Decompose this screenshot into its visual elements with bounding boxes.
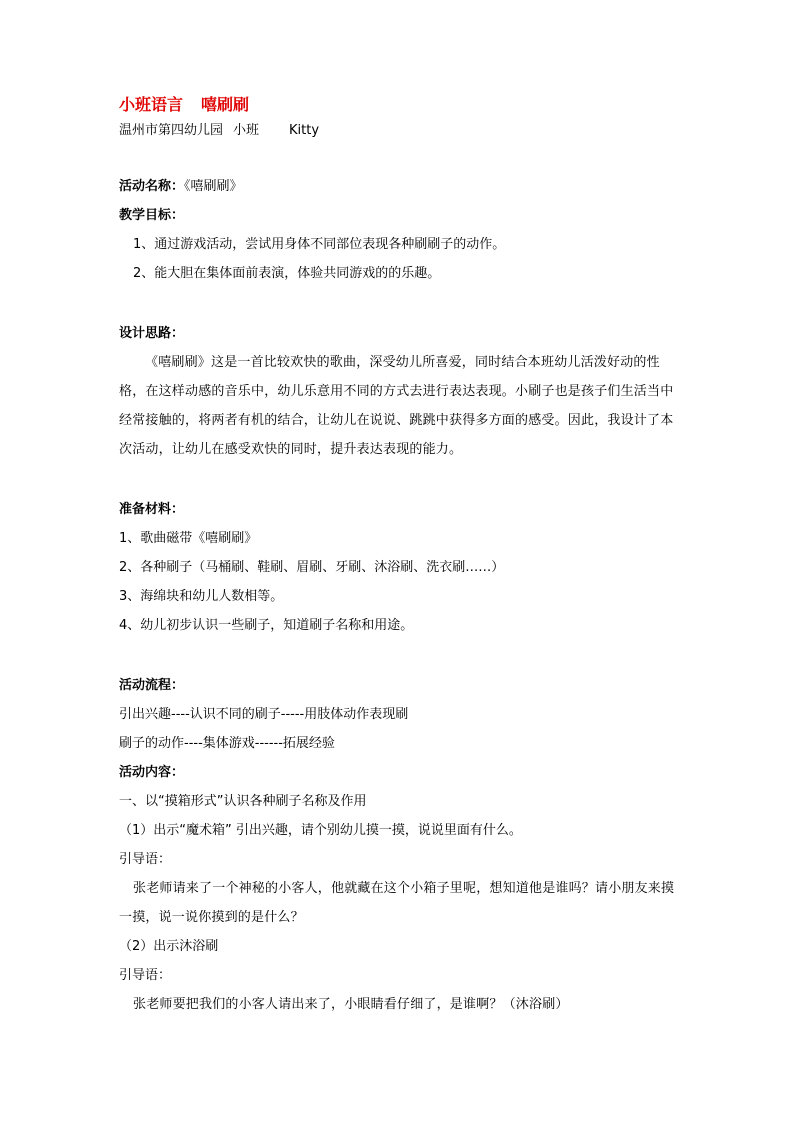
goal-item: 2、能大胆在集体面前表演，体验共同游戏的的乐趣。 <box>133 266 441 281</box>
content-heading: 活动内容： <box>119 765 185 780</box>
guide-text-1: 张老师请来了一个神秘的小客人，他就藏在这个小箱子里呢，想知道他是谁吗？请小朋友来摸一摸，说一说你摸到的是什么？ <box>119 881 675 925</box>
author-name: Kitty <box>289 123 320 138</box>
author-school: 温州市第四幼儿园 <box>119 123 224 138</box>
goal-item: 1、通过游戏活动，尝试用身体不同部位表现各种刷刷子的动作。 <box>133 237 506 252</box>
material-item: 1、歌曲磁带《嘻刷刷》 <box>119 531 258 546</box>
process-line: 引出兴趣----认识不同的刷子-----用肢体动作表现刷 <box>119 707 409 722</box>
process-line: 刷子的动作----集体游戏------拓展经验 <box>119 736 335 751</box>
guide-text-2: 张老师要把我们的小客人请出来了，小眼睛看仔细了，是谁啊？（沐浴刷） <box>133 997 569 1012</box>
guide-label-1: 引导语： <box>119 852 172 867</box>
activity-name-line <box>119 172 679 201</box>
materials-heading: 准备材料： <box>119 502 185 517</box>
activity-name-value: 《嘻刷刷》 <box>184 179 243 194</box>
content-section-1: 一、以“摸箱形式”认识各种刷子名称及作用 <box>119 794 367 809</box>
document-title <box>119 92 679 118</box>
title-topic: 嘻刷刷 <box>201 95 250 114</box>
activity-name-label: 活动名称： <box>119 179 185 194</box>
design-heading: 设计思路： <box>119 326 185 341</box>
title-subject: 小班语言 <box>119 95 184 114</box>
content-step-2: （2）出示沐浴刷 <box>119 939 219 954</box>
guide-label-2: 引导语： <box>119 968 172 983</box>
author-class: 小班 <box>233 123 260 138</box>
document-page <box>119 92 679 1019</box>
material-item: 4、幼儿初步认识一些刷子，知道刷子名称和用途。 <box>119 618 414 633</box>
goals-heading: 教学目标： <box>119 208 185 223</box>
content-step-1: （1）出示“魔术箱” 引出兴趣，请个别幼儿摸一摸，说说里面有什么。 <box>119 823 522 838</box>
material-item: 2、各种刷子（马桶刷、鞋刷、眉刷、牙刷、沐浴刷、洗衣刷……） <box>119 560 505 575</box>
process-heading: 活动流程： <box>119 678 185 693</box>
design-paragraph: 《嘻刷刷》这是一首比较欢快的歌曲，深受幼儿所喜爱，同时结合本班幼儿活泼好动的性格，在这样动感的音乐中，幼儿乐意用不同的方式去进行表达表现。小刷子也是孩子们生活当中经常接触的，将两者有机的结合，让幼儿在说说、跳跳中获得多方面的感受。因此，我设计了本次活动，让幼儿在感受欢快的同时，提升表达表现的能力。 <box>119 355 674 457</box>
material-item: 3、海绵块和幼儿人数相等。 <box>119 589 284 604</box>
author-line <box>119 118 679 144</box>
